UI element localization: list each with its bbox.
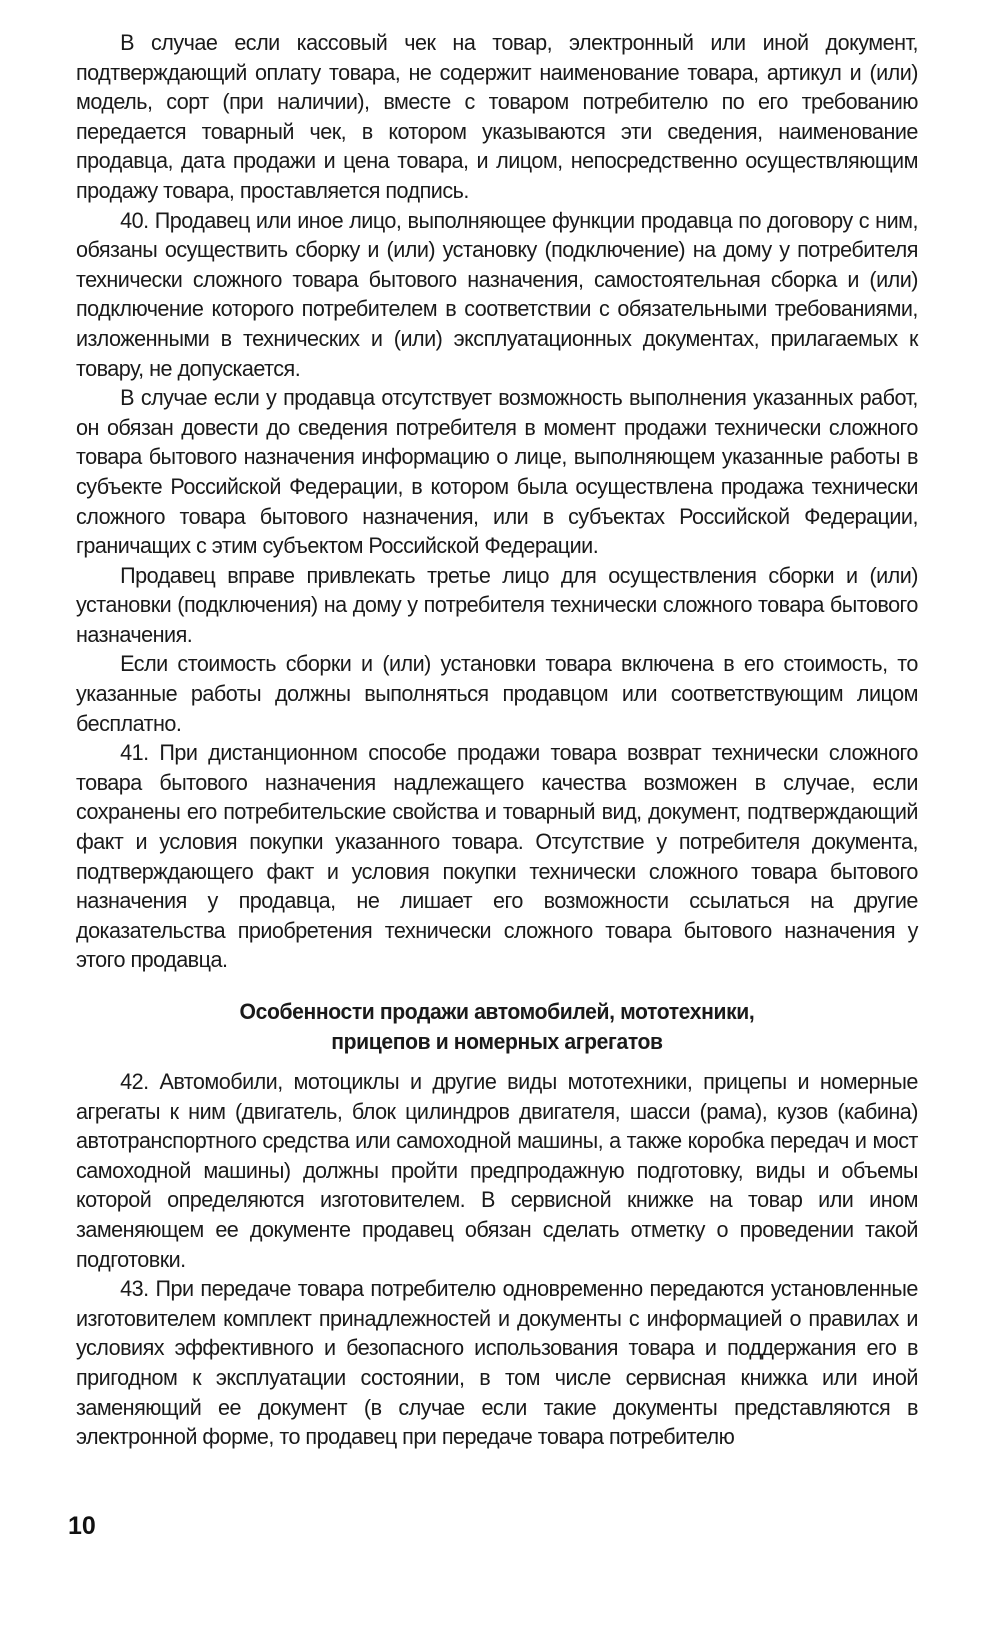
section-heading-line-1: Особенности продажи автомобилей, мототехники, xyxy=(239,999,755,1024)
page-number: 10 xyxy=(68,1512,96,1540)
paragraph-receipt: В случае если кассовый чек на товар, электронный или иной документ, подтверждающий оплату товара, не содержит наименование товара, артикул и (или) модель, сорт (при наличии), вместе с товаром потребителю по его требованию передается товарный чек, в котором указываются эти сведения, наименование продавца, дата продажи и цена товара, и лицом, непосредственно осуществляющим продажу товара, проставляется подпись. xyxy=(76,30,918,203)
paragraph-41: 41. При дистанционном способе продажи товара возврат технически сложного товара бытового назначения надлежащего качества возможен в случае, если сохранены его потребительские свойства и товарный вид, документ, подтверждающий факт и условия покупки указанного товара. Отсутствие у потребителя документа, подтверждающего факт и условия покупки технически сложного товара бытового назначения у продавца, не лишает его возможности ссылаться на другие доказательства приобретения технически сложного товара бытового назначения у этого продавца. xyxy=(76,740,918,973)
section-heading-line-2: прицепов и номерных агрегатов xyxy=(331,1029,663,1054)
paragraph-40-free-of-charge: Если стоимость сборки и (или) установки товара включена в его стоимость, то указанные работы должны выполняться продавцом или соответствующим лицом бесплатно. xyxy=(76,651,918,736)
section-heading xyxy=(76,997,918,1057)
document-page xyxy=(76,28,918,1452)
paragraph-40-third-party: Продавец вправе привлекать третье лицо для осуществления сборки и (или) установки (подключения) на дому у потребителя технически сложного товара бытового назначения. xyxy=(76,562,918,647)
paragraph-40-no-possibility: В случае если у продавца отсутствует возможность выполнения указанных работ, он обязан довести до сведения потребителя в момент продажи технически сложного товара бытового назначения информацию о лице, выполняющем указанные работы в субъекте Российской Федерации, в котором была осуществлена продажа технически сложного товара бытового назначения, или в субъектах Российской Федерации, граничащих с этим субъектом Российской Федерации. xyxy=(76,385,918,559)
paragraph-43: 43. При передаче товара потребителю одновременно передаются установленные изготовителем комплект принадлежностей и документы с информацией о правилах и условиях эффективного и безопасного использования товара и поддержания его в пригодном к эксплуатации состоянии, в том числе сервисная книжка или иной заменяющий ее документ (в случае если такие документы представляются в электронной форме, то продавец при передаче товара потребителю xyxy=(76,1276,918,1450)
paragraph-40: 40. Продавец или иное лицо, выполняющее функции продавца по договору с ним, обязаны осуществить сборку и (или) установку (подключение) на дому у потребителя технически сложного товара бытового назначения, самостоятельная сборка и (или) подключение которого потребителем в соответствии с обязательными требованиями, изложенными в технических и (или) эксплуатационных документах, прилагаемых к товару, не допускается. xyxy=(76,207,918,381)
page-text-block xyxy=(76,28,918,1452)
paragraph-42: 42. Автомобили, мотоциклы и другие виды мототехники, прицепы и номерные агрегаты к ним (двигатель, блок цилиндров двигателя, шасси (рама), кузов (кабина) автотранспортного средства или самоходной машины, а также коробка передач и мост самоходной машины) должны пройти предпродажную подготовку, виды и объемы которой определяются изготовителем. В сервисной книжке на товар или ином заменяющем ее документе продавец обязан сделать отметку о проведении такой подготовки. xyxy=(76,1069,918,1272)
